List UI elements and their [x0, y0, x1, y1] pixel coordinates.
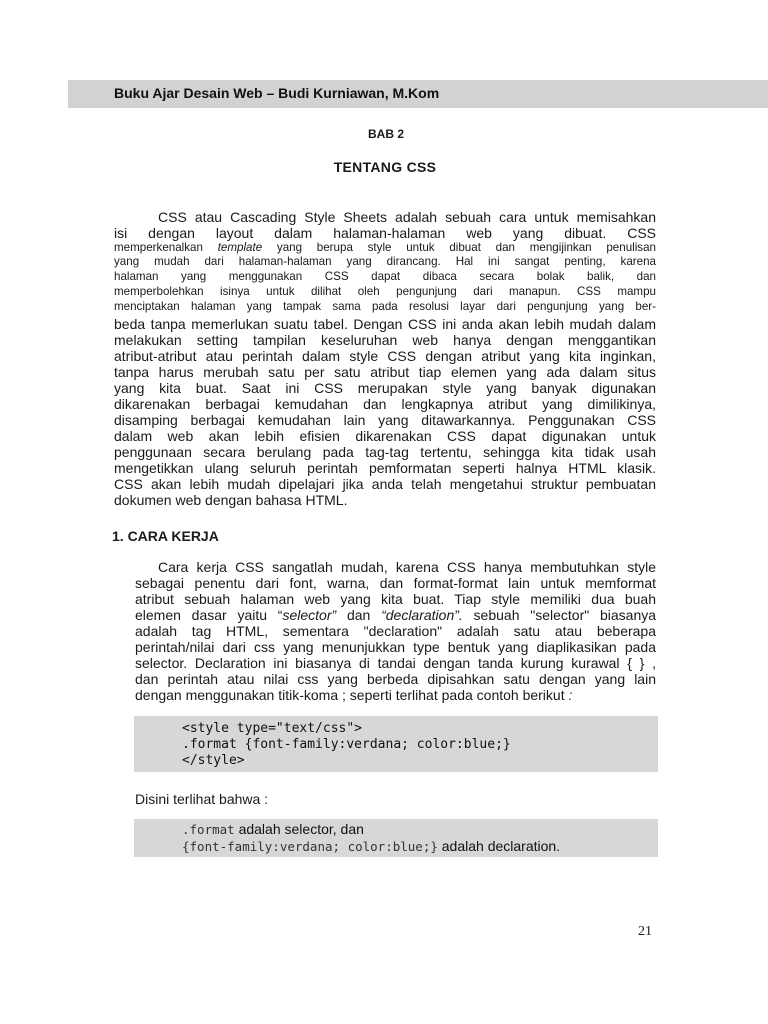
- intro-line: CSS atau Cascading Style Sheets adalah sebuah cara untuk memisahkan: [158, 209, 656, 225]
- template-term: template: [217, 241, 263, 254]
- running-header-title: Buku Ajar Desain Web – Budi Kurniawan, M.Kom: [114, 85, 440, 101]
- section-line: Cara kerja CSS sangatlah mudah, karena CSS hanya membutuhkan style: [158, 559, 656, 575]
- intro-line: isi dengan layout dalam halaman-halaman web yang dibuat. CSS: [114, 225, 656, 241]
- intro-line: memperkenalkan template yang berupa style untuk dibuat dan mengijinkan penulisan: [114, 241, 656, 254]
- chapter-label: BAB 2: [367, 127, 404, 141]
- section-line: dan perintah atau nilai css yang berbeda dipisahkan satu dengan yang lain: [135, 671, 656, 687]
- intro-line: dalam web akan lebih efisien dikarenakan CSS dapat digunakan untuk: [114, 428, 656, 444]
- section-line: atribut sebuah halaman web yang kita buat. Tiap style memiliki dua buah: [135, 591, 656, 607]
- code-line: </style>: [182, 753, 245, 768]
- intro-line: memperbolehkan isinya untuk dilihat oleh pengunjung dari manapun. CSS mampu: [114, 285, 656, 298]
- section-line: selector. Declaration ini biasanya di tandai dengan tanda kurung kurawal { } ,: [135, 655, 656, 671]
- chapter-title: TENTANG CSS: [333, 159, 437, 175]
- section-line: dengan menggunakan titik-koma ; seperti terlihat pada contoh berikut :: [135, 687, 573, 703]
- explanation-line: .format adalah selector, dan: [182, 821, 364, 837]
- intro-line: yang mudah dari halaman-halaman yang dirancang. Hal ini sangat penting, karena: [114, 255, 656, 268]
- intro-line: menciptakan halaman yang tampak sama pada resolusi layar dari pengunjung yang ber-: [114, 300, 656, 313]
- intro-line: dikarenakan berbagai kemudahan dan lengkapnya atribut yang dimilikinya,: [114, 396, 656, 412]
- intro-line: dokumen web dengan bahasa HTML.: [114, 492, 348, 508]
- intro-line: halaman yang menggunakan CSS dapat dibaca secara bolak balik, dan: [114, 270, 656, 283]
- intro-line: melakukan setting tampilan keseluruhan web hanya dengan menggantikan: [114, 332, 656, 348]
- section-heading: 1. CARA KERJA: [112, 528, 219, 544]
- intro-line: penggunaan secara berulang pada tag-tag tertentu, sehingga kita tidak usah: [114, 444, 656, 460]
- intro-line: disamping berbagai kemudahan lain yang ditawarkannya. Penggunakan CSS: [114, 412, 656, 428]
- code-line: <style type="text/css">: [182, 721, 363, 736]
- intro-line: CSS akan lebih mudah dipelajari jika anda telah mengetahui struktur pembuatan: [114, 476, 656, 492]
- explanation-line: {font-family:verdana; color:blue;} adalah declaration.: [182, 838, 561, 854]
- code-line: .format {font-family:verdana; color:blue;}: [182, 737, 511, 752]
- selector-term: selector”: [282, 607, 337, 623]
- intro-line: yang kita buat. Saat ini CSS merupakan style yang banyak digunakan: [114, 380, 656, 396]
- intro-line: tanpa harus merubah satu per satu atribut tiap elemen yang ada dalam situs: [114, 364, 656, 380]
- intro-line: atribut-atribut atau perintah dalam style CSS dengan atribut yang kita inginkan,: [114, 348, 656, 364]
- after-code-text: Disini terlihat bahwa :: [135, 791, 269, 807]
- intro-line: mengetikkan ulang seluruh perintah pemformatan seperti halnya HTML klasik.: [114, 460, 656, 476]
- section-line: adalah tag HTML, sementara "declaration" adalah satu atau beberapa: [135, 623, 656, 639]
- section-line: perintah/nilai dari css yang menunjukkan type bentuk yang diaplikasikan pada: [135, 639, 656, 655]
- section-line: sebagai penentu dari font, warna, dan format-format lain untuk memformat: [135, 575, 656, 591]
- intro-line: beda tanpa memerlukan suatu tabel. Dengan CSS ini anda akan lebih mudah dalam: [114, 316, 656, 332]
- section-line: elemen dasar yaitu “selector” dan “declaration”. sebuah "selector" biasanya: [135, 607, 657, 623]
- page-number: 21: [638, 924, 652, 939]
- declaration-term: “declaration”.: [381, 607, 463, 623]
